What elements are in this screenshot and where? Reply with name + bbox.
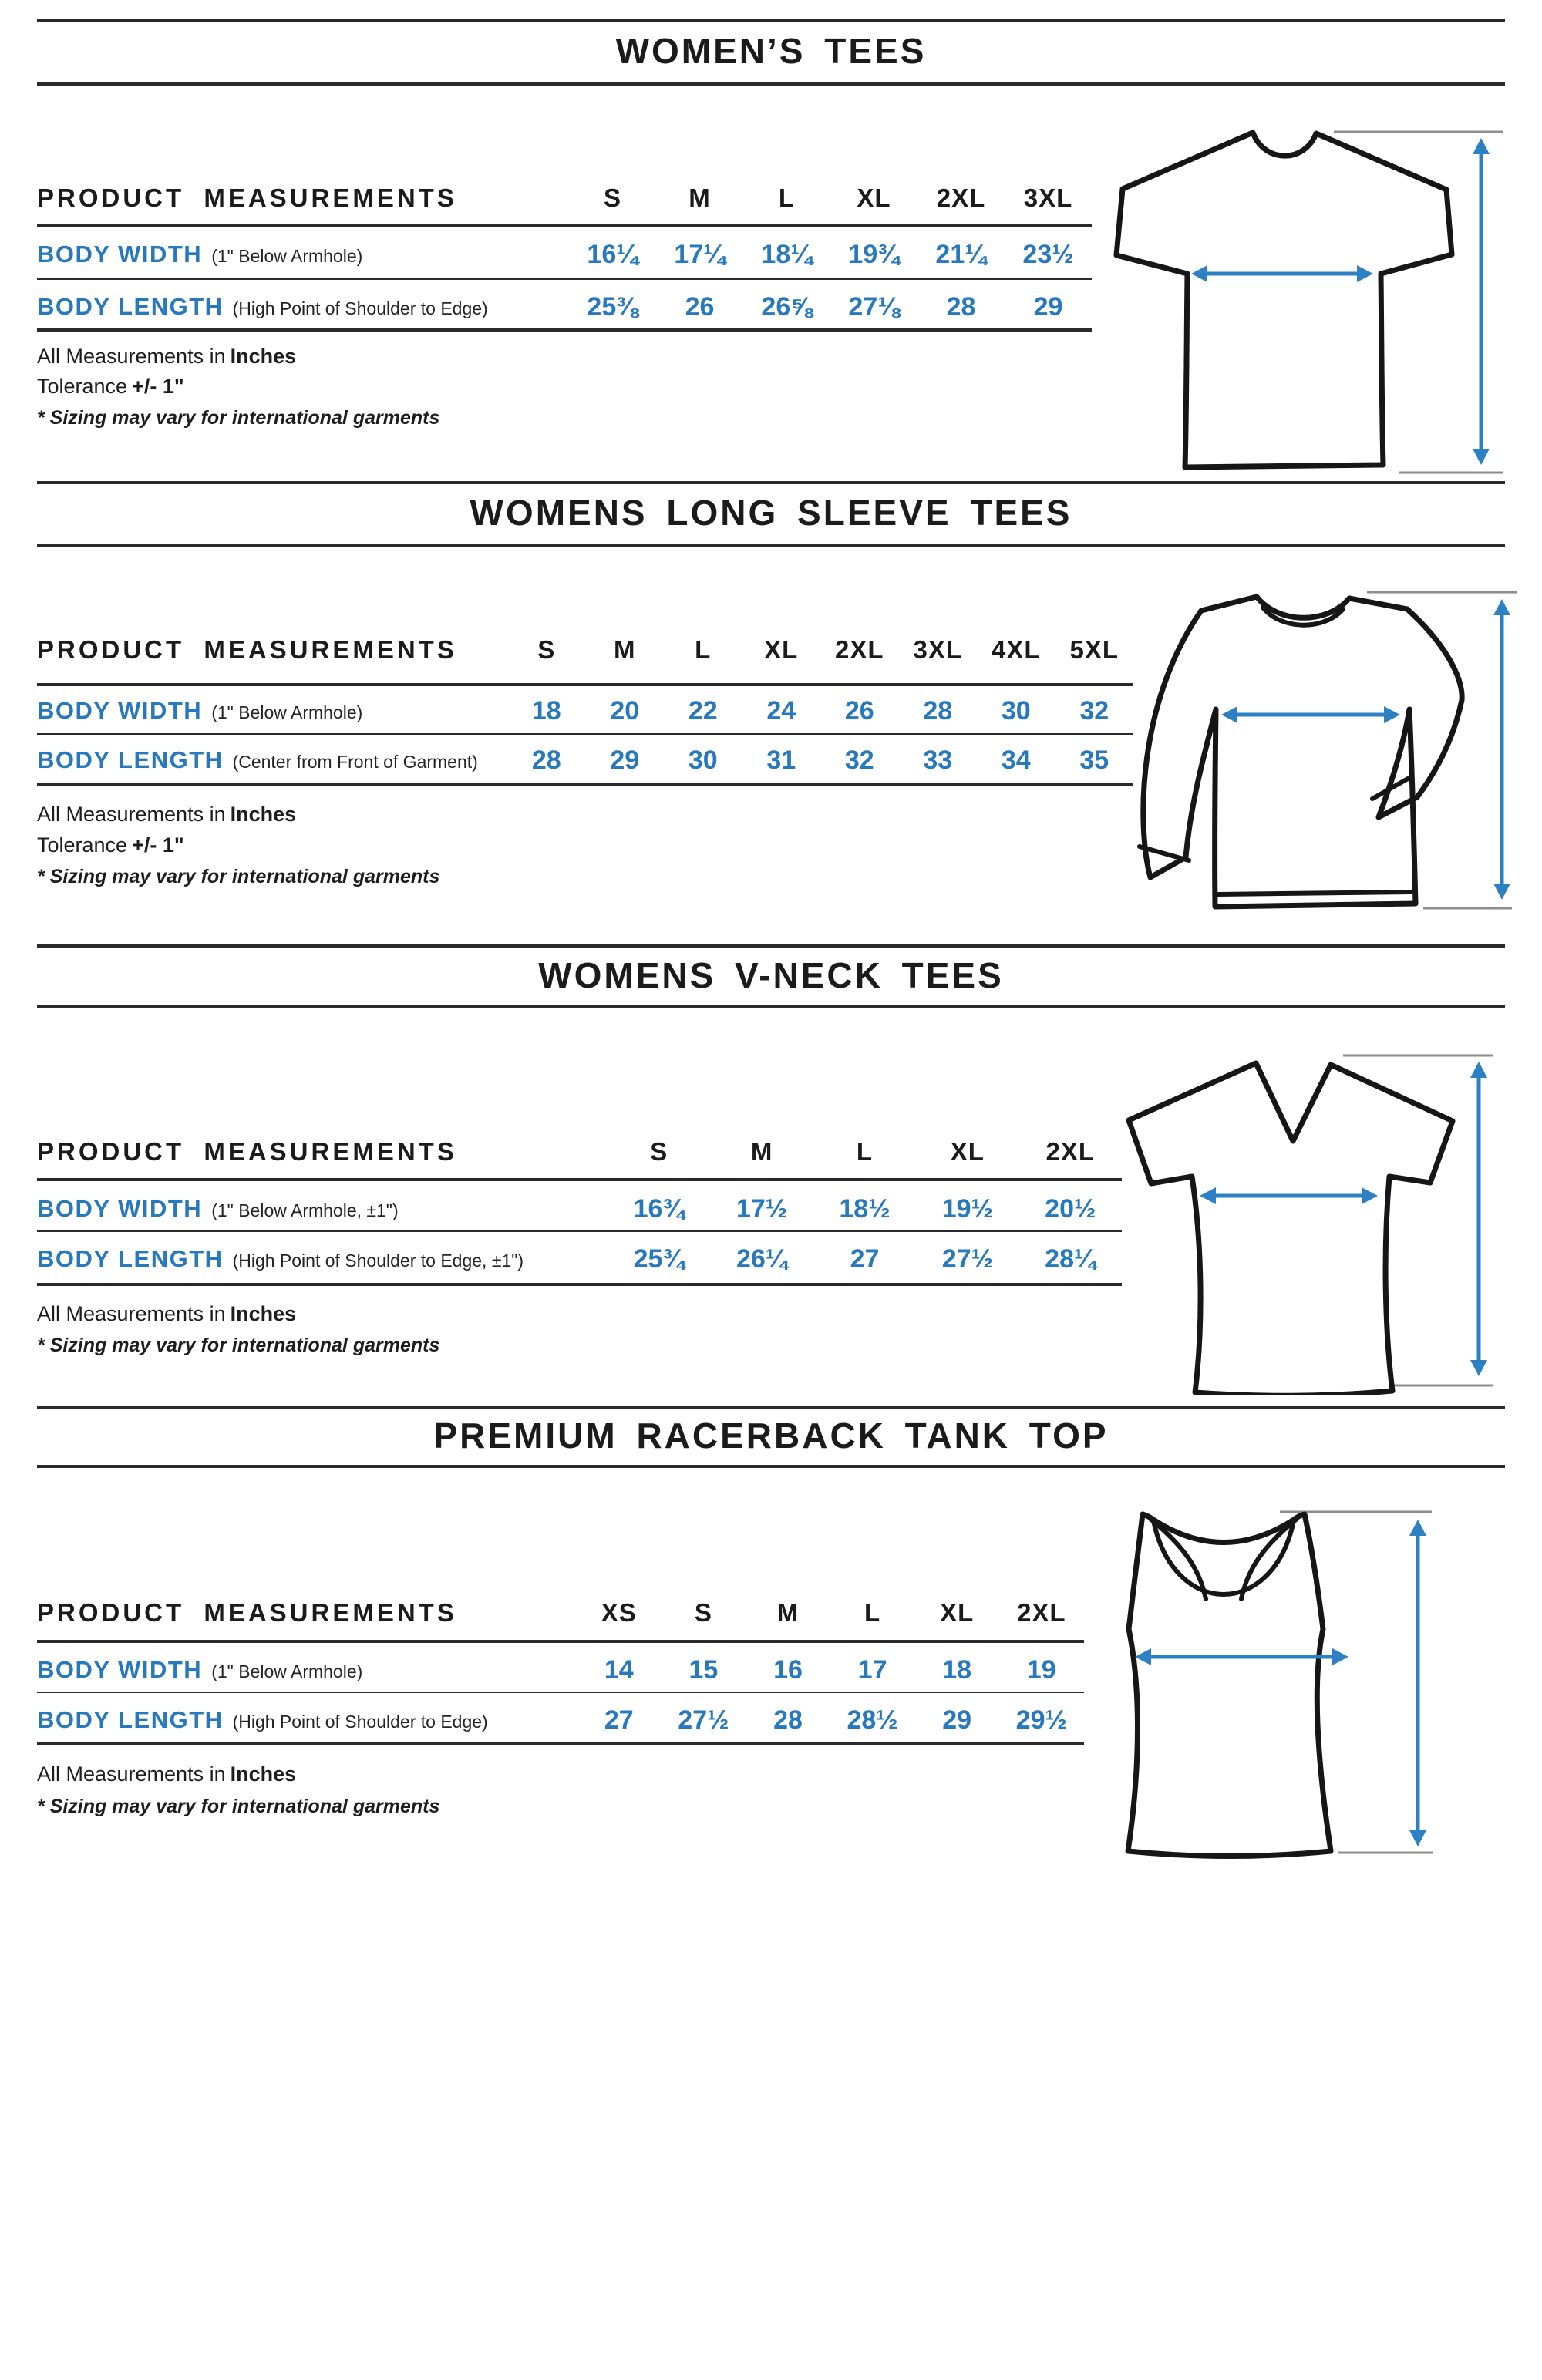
length-arrow xyxy=(1470,1062,1487,1376)
row-label: BODY WIDTH xyxy=(37,241,203,268)
size-column-header: XL xyxy=(950,1137,985,1166)
measurement-value: 20½ xyxy=(1045,1193,1096,1224)
measurement-value: 16 xyxy=(773,1655,803,1685)
measurement-value: 27½ xyxy=(678,1705,729,1735)
measurements-header-row xyxy=(37,1597,1084,1629)
garment-outline xyxy=(1129,1063,1453,1395)
section-rule xyxy=(37,481,1505,484)
length-arrow xyxy=(1409,1520,1426,1846)
long-sleeve-tee-illustration xyxy=(1103,571,1534,925)
short-sleeve-tee-illustration xyxy=(1079,116,1527,486)
row-label-note: (Center from Front of Garment) xyxy=(232,752,478,772)
measurement-value: 28½ xyxy=(847,1705,898,1735)
measurement-value: 27 xyxy=(850,1244,880,1274)
section-title: PREMIUM RACERBACK TANK TOP xyxy=(433,1416,1109,1456)
section-rule xyxy=(37,1406,1505,1409)
section-rule xyxy=(37,19,1505,22)
row-label: BODY LENGTH xyxy=(37,1706,224,1733)
body-width-row xyxy=(37,238,1092,271)
measurement-value: 19 xyxy=(1026,1655,1056,1685)
row-label-note: (1" Below Armhole) xyxy=(211,246,363,266)
table-header-underline xyxy=(37,683,1133,686)
body-length-row xyxy=(37,1704,1084,1736)
size-column-header: S xyxy=(537,635,556,664)
table-header-underline xyxy=(37,224,1092,227)
measurement-value: 30 xyxy=(688,745,718,775)
measurement-value: 32 xyxy=(844,745,874,775)
table-bottom-rule xyxy=(37,328,1092,332)
row-divider xyxy=(37,1230,1122,1232)
row-label: BODY WIDTH xyxy=(37,1195,203,1222)
measurement-value: 21¼ xyxy=(935,239,987,269)
measurement-value: 31 xyxy=(766,745,796,775)
measurement-value: 28 xyxy=(946,291,976,321)
table-header-underline xyxy=(37,1640,1084,1643)
v-neck-tee-illustration xyxy=(1079,1033,1527,1395)
measurement-value: 28¼ xyxy=(1045,1244,1096,1274)
size-column-header: S xyxy=(694,1598,712,1627)
row-divider xyxy=(37,1692,1084,1693)
measurement-value: 26⅝ xyxy=(761,291,813,321)
measurement-value: 29½ xyxy=(1015,1705,1067,1735)
row-label-note: (1" Below Armhole, ±1") xyxy=(211,1200,399,1220)
measurement-value: 28 xyxy=(923,695,953,725)
measurement-value: 28 xyxy=(531,745,561,775)
section-rule xyxy=(37,1005,1505,1008)
section-rule xyxy=(37,82,1505,86)
measurement-value: 27½ xyxy=(941,1244,993,1274)
row-label-note: (1" Below Armhole) xyxy=(211,1661,363,1681)
measurement-value: 19¾ xyxy=(848,239,900,269)
measurement-value: 32 xyxy=(1079,695,1109,725)
measurement-value: 26¼ xyxy=(736,1244,788,1274)
tolerance-note: Tolerance +/- 1" xyxy=(37,833,184,857)
measurement-value: 30 xyxy=(1001,695,1031,725)
size-column-header: L xyxy=(778,183,796,212)
product-measurements-label: PRODUCT MEASUREMENTS xyxy=(37,1137,457,1166)
size-column-header: S xyxy=(650,1137,668,1166)
size-column-header: XS xyxy=(601,1598,637,1627)
international-sizing-note: * Sizing may vary for international garments xyxy=(37,1796,440,1817)
row-label: BODY LENGTH xyxy=(37,293,224,320)
measurement-value: 17¼ xyxy=(674,239,726,269)
measurement-value: 22 xyxy=(688,695,718,725)
measurement-value: 26 xyxy=(844,695,874,725)
measurement-value: 35 xyxy=(1079,745,1109,775)
size-column-header: 5XL xyxy=(1069,635,1119,664)
section-title: WOMENS LONG SLEEVE TEES xyxy=(470,493,1072,533)
size-column-header: XL xyxy=(940,1598,975,1627)
section-rule xyxy=(37,944,1505,948)
size-column-header: M xyxy=(776,1598,800,1627)
size-column-header: 4XL xyxy=(991,635,1041,664)
measurement-value: 18 xyxy=(531,695,561,725)
size-column-header: L xyxy=(695,635,712,664)
size-column-header: M xyxy=(614,635,636,664)
length-arrow xyxy=(1493,599,1510,900)
measurement-value: 25¾ xyxy=(633,1244,685,1274)
size-column-header: XL xyxy=(857,183,891,212)
size-column-header: XL xyxy=(764,635,799,664)
size-column-header: M xyxy=(750,1137,773,1166)
measurement-value: 25⅜ xyxy=(587,291,638,321)
table-bottom-rule xyxy=(37,1742,1084,1745)
measurement-value: 17 xyxy=(857,1655,887,1685)
measurement-value: 28 xyxy=(773,1705,803,1735)
row-label-note: (High Point of Shoulder to Edge, ±1") xyxy=(232,1251,524,1271)
size-column-header: 2XL xyxy=(1045,1137,1096,1166)
product-measurements-label: PRODUCT MEASUREMENTS xyxy=(37,183,457,212)
hem-band-line xyxy=(1218,892,1413,894)
international-sizing-note: * Sizing may vary for international garments xyxy=(37,1335,440,1356)
tolerance-note: Tolerance +/- 1" xyxy=(37,375,184,398)
units-note: All Measurements in Inches xyxy=(37,1302,297,1325)
size-column-header: 3XL xyxy=(913,635,963,664)
measurement-value: 17½ xyxy=(736,1193,788,1224)
measurement-value: 14 xyxy=(604,1655,634,1685)
row-label: BODY WIDTH xyxy=(37,697,203,724)
measurements-header-row xyxy=(37,1136,1122,1168)
product-measurements-label: PRODUCT MEASUREMENTS xyxy=(37,635,457,664)
size-column-header: 2XL xyxy=(834,635,884,664)
racerback-tank-illustration xyxy=(1103,1503,1457,1866)
size-column-header: 3XL xyxy=(1023,183,1073,212)
measurement-value: 34 xyxy=(1001,745,1031,775)
garment-outline xyxy=(1116,133,1452,467)
length-arrow xyxy=(1473,138,1490,465)
measurement-value: 27 xyxy=(604,1705,634,1735)
size-column-header: S xyxy=(603,183,621,212)
table-header-underline xyxy=(37,1178,1122,1181)
units-note: All Measurements in Inches xyxy=(37,345,297,368)
row-divider xyxy=(37,278,1092,280)
measurement-value: 29 xyxy=(610,745,640,775)
section-title: WOMENS V-NECK TEES xyxy=(538,955,1004,995)
size-column-header: 2XL xyxy=(936,183,986,212)
units-note: All Measurements in Inches xyxy=(37,803,297,826)
international-sizing-note: * Sizing may vary for international garments xyxy=(37,407,440,429)
measurement-value: 15 xyxy=(689,1655,719,1685)
measurement-value: 16¼ xyxy=(587,239,638,269)
table-bottom-rule xyxy=(37,1283,1122,1286)
measurement-value: 24 xyxy=(766,695,796,725)
section-rule xyxy=(37,1465,1505,1468)
measurement-value: 18½ xyxy=(839,1193,891,1224)
measurements-header-row xyxy=(37,634,1133,666)
international-sizing-note: * Sizing may vary for international garments xyxy=(37,866,440,887)
measurement-value: 18 xyxy=(942,1655,972,1685)
size-column-header: M xyxy=(689,183,711,212)
row-label-note: (High Point of Shoulder to Edge) xyxy=(232,298,488,318)
product-measurements-label: PRODUCT MEASUREMENTS xyxy=(37,1598,457,1627)
row-label: BODY LENGTH xyxy=(37,746,224,773)
measurements-header-row xyxy=(37,182,1092,214)
section-rule xyxy=(37,544,1505,547)
row-label-note: (High Point of Shoulder to Edge) xyxy=(232,1712,488,1732)
body-width-row xyxy=(37,1193,1122,1225)
measurement-value: 27⅛ xyxy=(848,291,900,321)
body-length-row xyxy=(37,1243,1122,1275)
measurement-value: 29 xyxy=(1033,291,1063,321)
body-width-row xyxy=(37,695,1133,727)
measurement-value: 29 xyxy=(942,1705,972,1735)
measurement-value: 33 xyxy=(923,745,953,775)
measurement-value: 23½ xyxy=(1022,239,1074,269)
size-column-header: L xyxy=(864,1598,881,1627)
size-column-header: 2XL xyxy=(1017,1598,1066,1627)
measurement-value: 26 xyxy=(685,291,715,321)
size-column-header: L xyxy=(856,1137,874,1166)
table-bottom-rule xyxy=(37,783,1133,786)
body-width-row xyxy=(37,1654,1084,1686)
row-label-note: (1" Below Armhole) xyxy=(211,702,363,722)
row-label: BODY WIDTH xyxy=(37,1656,203,1683)
measurement-value: 18¼ xyxy=(761,239,813,269)
measurement-value: 20 xyxy=(610,695,640,725)
body-length-row xyxy=(37,744,1133,776)
body-length-row xyxy=(37,291,1092,323)
row-label: BODY LENGTH xyxy=(37,1245,224,1272)
row-divider xyxy=(37,733,1133,735)
section-title: WOMEN’S TEES xyxy=(615,31,927,71)
measurement-value: 19½ xyxy=(941,1193,993,1224)
units-note: All Measurements in Inches xyxy=(37,1762,297,1786)
garment-outline xyxy=(1128,1514,1331,1857)
measurement-value: 16¾ xyxy=(633,1193,685,1224)
